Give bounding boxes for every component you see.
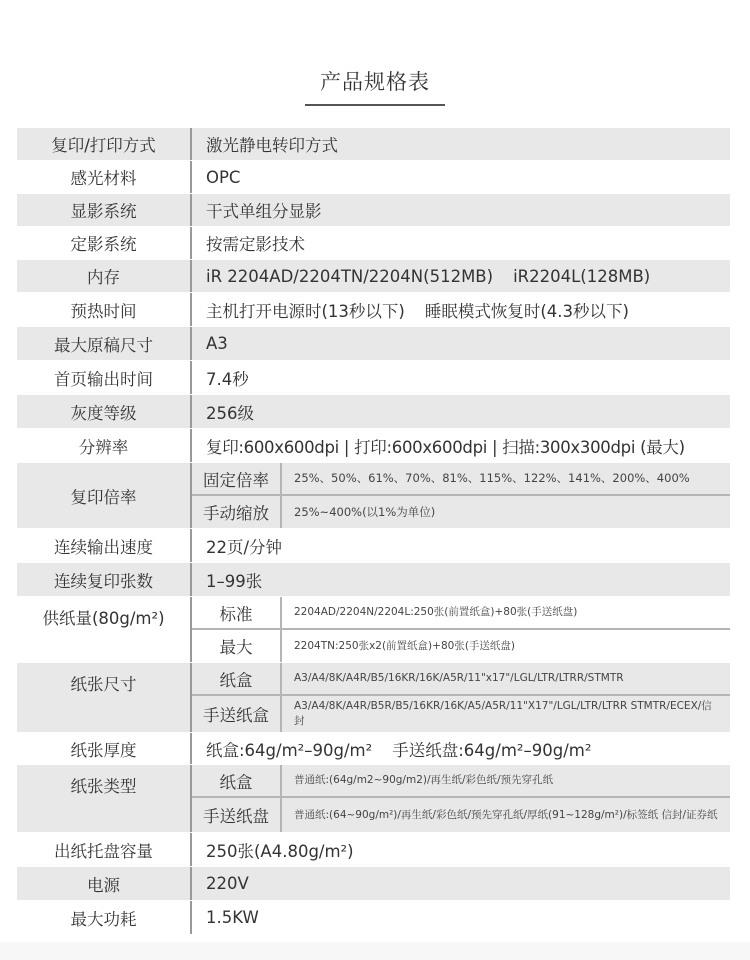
- spec-value-part: 手送纸盘:64g/m²–90g/m²: [392, 740, 592, 760]
- spec-label: 预热时间: [70, 301, 137, 321]
- spec-label: 电源: [87, 875, 120, 895]
- sub-value: A3/A4/8K/A4R/B5/16KR/16K/A5R/11"x17"/LGL/LTR/LTRR/STMTR: [294, 672, 624, 684]
- sub-value: 普通纸:(64~90g/m²)/再生纸/彩色纸/预先穿孔纸/厚纸(91~128g/m²)/标签纸 信封/证券纸: [294, 808, 718, 821]
- spec-value: [192, 260, 730, 292]
- sub-value: 2204TN:250张x2(前置纸盒)+80张(手送纸盘): [294, 639, 516, 652]
- sub-row-bypass-tray: [192, 694, 730, 732]
- sub-row-maximum: [192, 628, 730, 662]
- spec-value: 256级: [206, 403, 254, 423]
- spec-label: 连续输出速度: [54, 537, 153, 557]
- sub-value: 2204AD/2204N/2204L:250张(前置纸盒)+80张(手送纸盘): [294, 606, 578, 618]
- sub-label: 标准: [219, 604, 253, 624]
- spec-label: 出纸托盘容量: [54, 841, 153, 861]
- spec-label: 定影系统: [70, 235, 137, 254]
- spec-label: 纸张类型: [70, 777, 137, 796]
- spec-row-gray-levels: [17, 395, 730, 429]
- sub-value: 25%~400%(以1%为单位): [294, 504, 436, 519]
- spec-value: 按需定影技术: [206, 235, 305, 254]
- spec-row-first-copy-time: [17, 361, 730, 395]
- spec-value: [192, 733, 730, 764]
- sub-row-standard: [192, 597, 730, 628]
- sub-label: 手送纸盒: [203, 706, 269, 725]
- spec-row-print-method: [17, 128, 730, 161]
- sub-rows: [192, 597, 730, 662]
- spec-label: 连续复印张数: [54, 571, 153, 591]
- sub-label: 手动缩放: [203, 504, 269, 523]
- spec-row-warmup-time: [17, 293, 730, 327]
- spec-row-memory: [17, 260, 730, 293]
- spec-label: 分辨率: [78, 437, 129, 457]
- spec-label: 内存: [87, 268, 120, 287]
- spec-row-paper-weight: [17, 733, 730, 765]
- spec-row-paper-type: [17, 765, 730, 833]
- spec-value-part: 纸盒:64g/m²–90g/m²: [206, 740, 373, 760]
- title-underline: [305, 104, 445, 106]
- spec-value: OPC: [206, 167, 241, 187]
- spec-label: 复印/打印方式: [51, 136, 156, 155]
- spec-table: [17, 128, 730, 935]
- spec-value-part: 睡眠模式恢复时(4.3秒以下): [424, 301, 629, 321]
- spec-row-continuous-speed: [17, 529, 730, 563]
- spec-value-part: 主机打开电源时(13秒以下): [206, 301, 405, 321]
- sub-value: A3/A4/8K/A4R/B5R/B5/16KR/16K/A5/A5R/11"X17"/LGL/LTR/LTRR STMTR/ECEX/信封: [294, 700, 712, 727]
- sub-rows: [192, 663, 730, 732]
- sub-row-cassette: [192, 765, 730, 796]
- sub-rows: [192, 463, 730, 528]
- spec-row-output-tray: [17, 833, 730, 867]
- spec-value: 激光静电转印方式: [206, 136, 338, 155]
- sub-label: 纸盒: [219, 670, 253, 690]
- spec-value-part: iR 2204AD/2204TN/2204N(512MB): [206, 266, 494, 286]
- spec-value-part: iR2204L(128MB): [513, 266, 651, 286]
- spec-row-photoconductor: [17, 161, 730, 194]
- sub-row-fixed-ratio: [192, 463, 730, 494]
- sub-value: 普通纸:(64g/m2~90g/m2)/再生纸/彩色纸/预先穿孔纸: [294, 774, 554, 786]
- spec-label: 感光材料: [70, 169, 137, 188]
- spec-label: 显影系统: [70, 202, 137, 221]
- spec-row-paper-capacity: [17, 597, 730, 663]
- spec-value: A3: [206, 334, 228, 353]
- spec-label: 供纸量(80g/m²): [42, 609, 165, 628]
- sub-row-cassette: [192, 663, 730, 694]
- spec-row-copy-ratio: [17, 463, 730, 529]
- page-title: 产品规格表: [320, 70, 430, 94]
- spec-label: 纸张厚度: [70, 740, 137, 760]
- spec-row-continuous-copies: [17, 563, 730, 597]
- spec-value: [192, 293, 730, 326]
- spec-label: 灰度等级: [70, 403, 137, 423]
- spec-value: 250张(A4.80g/m²): [206, 841, 354, 861]
- sub-rows: [192, 765, 730, 832]
- spec-label: 纸张尺寸: [70, 675, 137, 694]
- spec-value: 复印:600x600dpi | 打印:600x600dpi | 扫描:300x300dpi (最大): [206, 437, 685, 457]
- sub-row-bypass-tray: [192, 796, 730, 832]
- spec-row-fixing-system: [17, 227, 730, 260]
- spec-value: 干式单组分显影: [206, 202, 322, 221]
- sub-value: 25%、50%、61%、70%、81%、115%、122%、141%、200%、400%: [294, 471, 690, 485]
- spec-row-max-original-size: [17, 327, 730, 361]
- spec-row-paper-size: [17, 663, 730, 733]
- bottom-band: [0, 942, 750, 960]
- spec-row-resolution: [17, 429, 730, 463]
- spec-value: 22页/分钟: [206, 537, 283, 557]
- spec-row-developing-system: [17, 194, 730, 227]
- spec-row-max-power: [17, 901, 730, 935]
- spec-label: 复印倍率: [70, 487, 137, 507]
- spec-value: 1–99张: [206, 571, 263, 591]
- spec-row-power-supply: [17, 867, 730, 901]
- spec-value: 220V: [206, 874, 249, 893]
- spec-label: 最大原稿尺寸: [54, 335, 153, 355]
- spec-label: 首页输出时间: [54, 369, 153, 389]
- sub-row-manual-zoom: [192, 494, 730, 528]
- spec-value: 1.5KW: [206, 908, 259, 927]
- spec-value: 7.4秒: [206, 369, 249, 389]
- spec-label: 最大功耗: [70, 909, 137, 929]
- sub-label: 手送纸盘: [203, 807, 269, 826]
- sub-label: 纸盒: [219, 772, 253, 792]
- sub-label: 固定倍率: [203, 470, 269, 490]
- sub-label: 最大: [219, 638, 253, 657]
